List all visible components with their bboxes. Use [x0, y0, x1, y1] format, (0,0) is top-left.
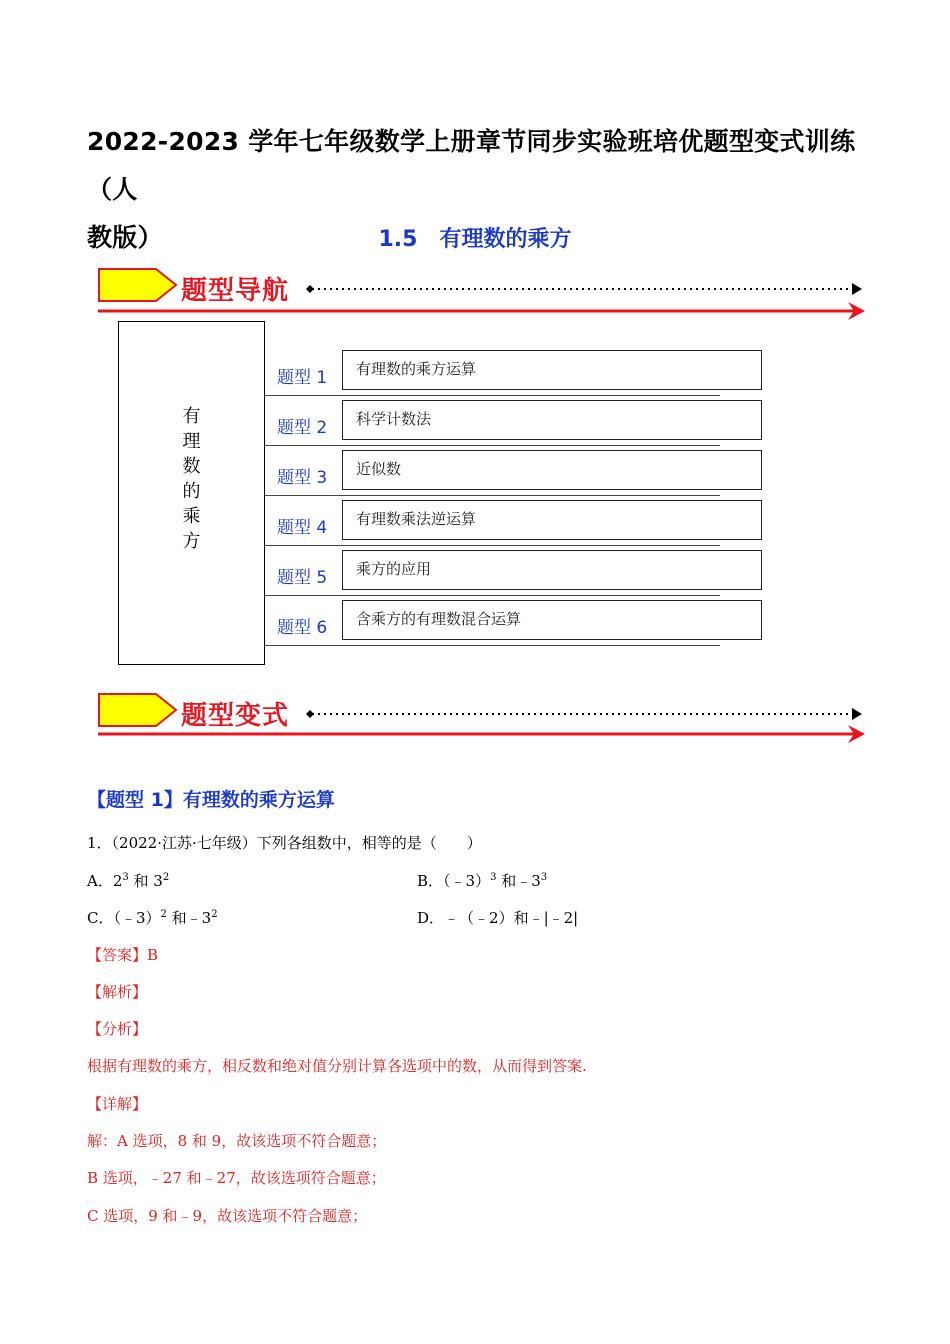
nav-vertical-title: [119, 404, 264, 554]
topic-name: 近似数: [342, 450, 762, 490]
row-divider: [265, 495, 720, 496]
option-b-mid: 和﹣3: [496, 872, 541, 890]
nav-topic-row-2[interactable]: [265, 400, 762, 450]
option-a-exp2: 2: [162, 872, 170, 883]
detail-tag: 【详解】: [87, 1095, 148, 1113]
analysis-tag: 【解析】: [87, 983, 148, 1001]
row-divider: [265, 645, 720, 646]
option-b-base: （﹣3）: [443, 872, 491, 890]
nav-topic-row-1[interactable]: [265, 350, 762, 400]
topic-label: 题型 4: [277, 518, 328, 538]
banner-2-label: 题型变式: [181, 701, 290, 731]
banner-2-arrow-tag: [99, 694, 176, 726]
row-divider: [265, 595, 720, 596]
banner-1-arrow-tag: [99, 269, 176, 301]
topic-name: 科学计数法: [342, 400, 762, 440]
banner-1-arrowhead: [852, 283, 862, 295]
topic-name: 有理数乘法逆运算: [342, 500, 762, 540]
title-line-2: 教版）: [87, 223, 163, 252]
detail-line-2: B 选项，﹣27 和﹣27，故该选项符合题意；: [87, 1169, 386, 1187]
topic-label: 题型 1: [277, 368, 328, 388]
option-a-mid: 和 3: [128, 872, 163, 890]
vertical-char: 理: [182, 431, 201, 452]
banner-1-label: 题型导航: [181, 276, 290, 306]
option-a: [87, 870, 169, 891]
question-number: 1．: [87, 834, 112, 852]
section-heading: 【题型 1】有理数的乘方运算: [87, 789, 335, 811]
vertical-char: 的: [182, 481, 201, 502]
topic-label: 题型 3: [277, 468, 328, 488]
row-divider: [265, 445, 720, 446]
nav-topic-row-5[interactable]: [265, 550, 762, 600]
detail-line-1: 解：A 选项，8 和 9，故该选项不符合题意；: [87, 1132, 387, 1150]
answer: 【答案】B: [87, 946, 159, 964]
row-divider: [265, 545, 720, 546]
nav-topic-row-6[interactable]: [265, 600, 762, 650]
fenxi-tag: 【分析】: [87, 1020, 148, 1038]
topic-label: 题型 2: [277, 418, 328, 438]
nav-topic-row-3[interactable]: [265, 450, 762, 500]
banner-2-arrowhead: [852, 708, 862, 720]
vertical-char: 乘: [182, 506, 201, 527]
detail-line-3: C 选项，9 和﹣9，故该选项不符合题意；: [87, 1207, 368, 1225]
section-subtitle: 1.5 有理数的乘方: [378, 227, 572, 252]
option-letter: C．: [87, 909, 114, 927]
vertical-char: 有: [182, 406, 201, 427]
vertical-char: 方: [182, 531, 201, 552]
question-stem: [87, 832, 482, 853]
vertical-char: 数: [182, 456, 201, 477]
option-c: [87, 907, 218, 928]
nav-topic-row-4[interactable]: [265, 500, 762, 550]
option-letter: D．: [417, 909, 445, 927]
option-c-exp2: 2: [211, 909, 218, 920]
title-line-1: 2022-2023 学年七年级数学上册章节同步实验班培优题型变式训练（人: [87, 127, 856, 204]
topic-label: 题型 6: [277, 618, 328, 638]
banner-1-diamond: [306, 285, 314, 293]
option-b-exp2: 3: [540, 872, 548, 883]
question-text: （2022·江苏·七年级）下列各组数中，相等的是（ ）: [111, 834, 482, 852]
option-a-base: 2: [112, 872, 123, 890]
option-d-text: ﹣（﹣2）和﹣|﹣2|: [444, 909, 579, 927]
nav-category-box: [118, 321, 265, 665]
fenxi-text: 根据有理数的乘方，相反数和绝对值分别计算各选项中的数，从而得到答案.: [87, 1057, 587, 1075]
option-d: [417, 907, 578, 928]
option-b: [417, 870, 547, 891]
topic-label: 题型 5: [277, 568, 328, 588]
option-c-exp: 2: [160, 909, 167, 920]
option-a-exp: 3: [122, 872, 129, 883]
topic-name: 乘方的应用: [342, 550, 762, 590]
option-letter: A．: [87, 872, 113, 890]
option-c-base: （﹣3）: [113, 909, 161, 927]
row-divider: [265, 395, 720, 396]
banner-2-diamond: [306, 710, 314, 718]
option-letter: B．: [417, 872, 444, 890]
option-b-exp: 3: [490, 872, 497, 883]
topic-name: 有理数的乘方运算: [342, 350, 762, 390]
option-c-mid: 和﹣3: [166, 909, 212, 927]
topic-name: 含乘方的有理数混合运算: [342, 600, 762, 640]
